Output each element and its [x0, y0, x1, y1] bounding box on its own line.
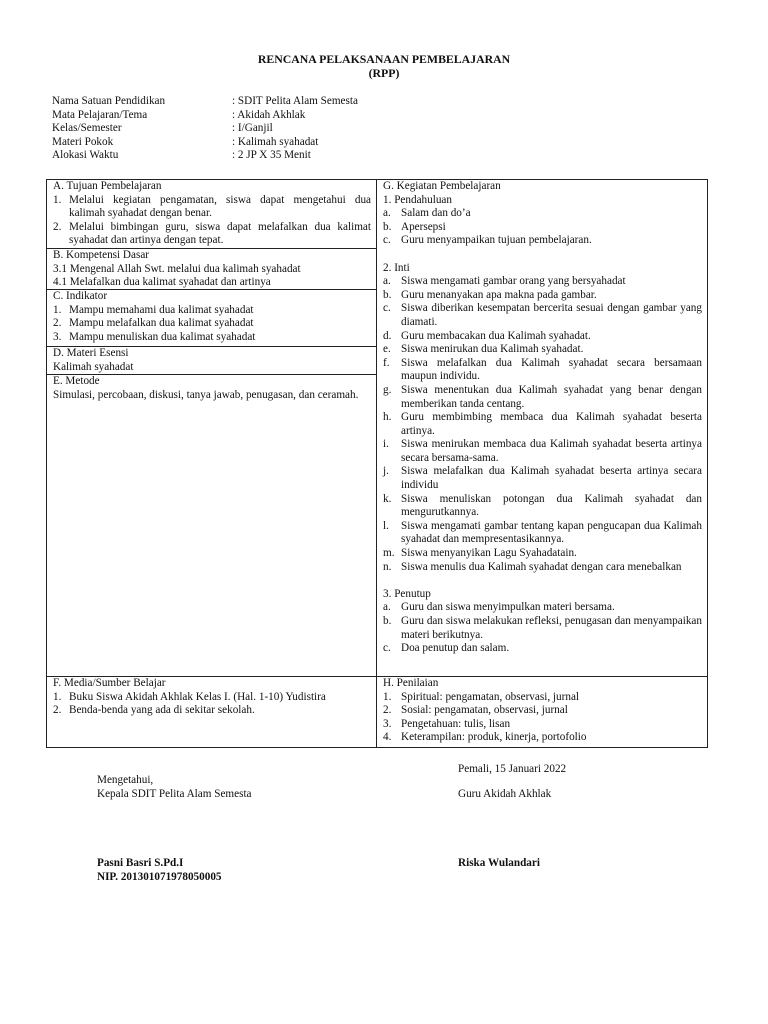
- list-item: [383, 601, 702, 615]
- item-marker: f.: [383, 356, 390, 369]
- item-text: Mampu menuliskan dua kalimat syahadat: [69, 330, 256, 343]
- item-text: Mampu melafalkan dua kalimat syahadat: [69, 317, 254, 330]
- item-text: Siswa melafalkan dua Kalimah syahadat secara bersamaan maupun individu.: [401, 356, 702, 383]
- item-marker: c.: [383, 642, 391, 655]
- identity-row: [52, 95, 358, 109]
- item-marker: m.: [383, 547, 395, 560]
- item-marker: b.: [383, 288, 392, 301]
- item-text: Guru membimbing membaca dua Kalimah syahadat beserta artinya.: [401, 411, 702, 437]
- signature-right-title: Guru Akidah Akhlak: [458, 788, 552, 800]
- item-marker: d.: [383, 329, 392, 342]
- list-item: [383, 561, 702, 575]
- item-text: Siswa mengamati gambar tentang kapan pengucapan dua Kalimah syahadat dan mempresentasikannya.: [401, 519, 702, 546]
- section-kompetensi-dasar: [47, 249, 377, 290]
- section-indikator: [47, 290, 377, 344]
- list-item: [383, 302, 702, 329]
- item-marker: j.: [383, 465, 389, 478]
- identity-label: Mata Pelajaran/Tema: [52, 108, 148, 121]
- list-item: [53, 221, 371, 248]
- item-text: Mampu memahami dua kalimat syahadat: [69, 303, 254, 316]
- item-marker: 2.: [53, 220, 62, 233]
- list-item: [383, 691, 702, 705]
- list-item: [53, 317, 371, 331]
- list-item: [383, 438, 702, 465]
- signature-left-caption: Mengetahui,: [97, 774, 154, 786]
- item-marker: 2.: [53, 704, 62, 717]
- list-item: [383, 343, 702, 357]
- item-text: Melalui kegiatan pengamatan, siswa dapat mengetahui dua kalimah syahadat dengan benar.: [69, 193, 371, 220]
- identity-value: : SDIT Pelita Alam Semesta: [232, 95, 358, 107]
- section-kegiatan: [377, 180, 708, 656]
- item-marker: 1.: [53, 193, 62, 206]
- identity-label: Alokasi Waktu: [52, 149, 119, 162]
- list-item: [383, 520, 702, 547]
- list-item: [53, 194, 371, 221]
- identity-label: Nama Satuan Pendidikan: [52, 95, 166, 107]
- item-marker: b.: [383, 220, 392, 233]
- identity-value: : I/Ganjil: [232, 122, 273, 135]
- item-text: Pengetahuan: tulis, lisan: [401, 717, 511, 730]
- list-item: [383, 547, 702, 561]
- subsection-title: 2. Inti: [383, 261, 410, 274]
- item-marker: a.: [383, 275, 391, 288]
- list-item: [383, 411, 702, 438]
- item-text: Guru membacakan dua Kalimah syahadat.: [401, 329, 591, 342]
- section-heading: C. Indikator: [53, 290, 108, 302]
- item-marker: 3.: [53, 330, 62, 343]
- item-marker: c.: [383, 234, 391, 247]
- list-item: [383, 704, 702, 718]
- item-marker: 1.: [53, 690, 62, 703]
- item-text: Siswa mengamati gambar orang yang bersyahadat: [401, 275, 626, 288]
- list-item: [383, 615, 702, 642]
- list-item: [53, 704, 371, 718]
- item-text: Guru dan siswa menyimpulkan materi bersama.: [401, 601, 615, 614]
- section-penilaian: [377, 677, 708, 745]
- item-marker: b.: [383, 615, 392, 627]
- section-heading: B. Kompetensi Dasar: [53, 249, 150, 261]
- identity-row: [52, 122, 358, 136]
- item-text: Siswa diberikan kesempatan bercerita sesuai dengan gambar yang diamati.: [401, 302, 702, 328]
- item-text: Siswa menirukan dua Kalimah syahadat.: [401, 343, 584, 356]
- item-text: Keterampilan: produk, kinerja, portofolio: [401, 731, 587, 744]
- document-title: RENCANA PELAKSANAAN PEMBELAJARAN: [257, 52, 511, 66]
- item-marker: e.: [383, 343, 391, 356]
- item-text: Siswa menentukan dua Kalimah syahadat yang benar dengan memberikan tanda centang.: [401, 383, 702, 410]
- list-item: [383, 289, 702, 303]
- item-marker: 2.: [383, 704, 392, 717]
- document-subtitle: (RPP): [368, 66, 400, 80]
- item-text: Siswa menuliskan potongan dua Kalimah syahadat dan mengurutkannya.: [401, 492, 702, 519]
- item-marker: 3.: [383, 717, 392, 730]
- item-text: Doa penutup dan salam.: [401, 642, 510, 655]
- identity-value: : Akidah Akhlak: [232, 108, 306, 121]
- section-heading: F. Media/Sumber Belajar: [53, 677, 166, 689]
- item-marker: c.: [383, 302, 391, 315]
- identity-block: [52, 95, 358, 163]
- section-materi-esensi: [47, 347, 377, 374]
- identity-value: : Kalimah syahadat: [232, 135, 319, 148]
- list-item: [383, 275, 702, 289]
- section-text: Kalimah syahadat: [53, 360, 134, 373]
- item-text: Siswa menirukan membaca dua Kalimah syahadat beserta artinya secara bersama-sama.: [401, 438, 702, 464]
- subsection-title: 3. Penutup: [383, 587, 431, 600]
- signature-left-nip: NIP. 201301071978050005: [97, 871, 222, 883]
- list-item: [53, 691, 371, 705]
- item-text: Guru menanyakan apa makna pada gambar.: [401, 288, 597, 301]
- list-item: [383, 465, 702, 492]
- list-item: [53, 331, 371, 345]
- item-text: Siswa melafalkan dua Kalimah syahadat beserta artinya secara individu: [401, 465, 702, 492]
- section-heading: D. Materi Esensi: [53, 347, 129, 359]
- item-marker: 2.: [53, 317, 62, 330]
- list-item: [383, 207, 702, 221]
- list-item: [383, 357, 702, 384]
- list-item: [383, 384, 702, 411]
- item-text: Spiritual: pengamatan, observasi, jurnal: [401, 690, 580, 703]
- item-text: Guru dan siswa melakukan refleksi, penugasan dan menyampaikan materi berikutnya.: [401, 615, 702, 641]
- list-item: [53, 304, 371, 318]
- item-text: Buku Siswa Akidah Akhlak Kelas I. (Hal. 1-10) Yudistira: [69, 690, 326, 703]
- place-date: Pemali, 15 Januari 2022: [458, 763, 567, 775]
- item-marker: 4.: [383, 731, 392, 744]
- list-item: [383, 718, 702, 732]
- list-item: 3.1 Mengenal Allah Swt. melalui dua kalimah syahadat: [53, 262, 301, 275]
- section-metode: [47, 375, 377, 402]
- section-media: [47, 677, 377, 718]
- identity-row: [52, 136, 358, 150]
- subsection-title: 1. Pendahuluan: [383, 193, 452, 206]
- item-marker: n.: [383, 560, 392, 573]
- item-text: Melalui bimbingan guru, siswa dapat melafalkan dua kalimat syahadat dan artinya dengan tepat.: [69, 220, 371, 247]
- item-marker: k.: [383, 492, 392, 505]
- signature-left-name: Pasni Basri S.Pd.I: [97, 857, 184, 869]
- identity-row: [52, 109, 358, 123]
- list-item: [383, 731, 702, 745]
- list-item: [383, 642, 702, 656]
- section-heading: A. Tujuan Pembelajaran: [53, 180, 162, 192]
- identity-row: [52, 149, 358, 163]
- item-text: Siswa menyanyikan Lagu Syahadatain.: [401, 547, 577, 560]
- identity-label: Kelas/Semester: [52, 122, 122, 135]
- section-text: Simulasi, percobaan, diskusi, tanya jawab, penugasan, dan ceramah.: [53, 388, 359, 401]
- signature-left-title: Kepala SDIT Pelita Alam Semesta: [97, 788, 252, 800]
- item-marker: 1.: [383, 690, 392, 703]
- section-tujuan: [47, 180, 377, 248]
- section-heading: E. Metode: [53, 375, 100, 387]
- section-heading: H. Penilaian: [383, 677, 439, 689]
- item-text: Siswa menulis dua Kalimah syahadat dengan cara menebalkan: [401, 560, 682, 573]
- item-marker: l.: [383, 519, 389, 532]
- item-text: Sosial: pengamatan, observasi, jurnal: [401, 704, 568, 717]
- item-marker: g.: [383, 383, 392, 396]
- item-text: Apersepsi: [401, 220, 446, 233]
- list-item: [383, 221, 702, 235]
- item-text: Salam dan do’a: [401, 207, 471, 220]
- list-item: [383, 493, 702, 520]
- list-item: [383, 234, 702, 248]
- item-text: Benda-benda yang ada di sekitar sekolah.: [69, 704, 255, 717]
- item-marker: i.: [383, 438, 389, 451]
- lesson-plan-table: [46, 179, 708, 748]
- item-marker: a.: [383, 601, 391, 614]
- item-marker: a.: [383, 207, 391, 220]
- list-item: 4.1 Melafalkan dua kalimat syahadat dan artinya: [53, 276, 271, 289]
- item-marker: 1.: [53, 303, 62, 316]
- identity-value: : 2 JP X 35 Menit: [232, 149, 311, 162]
- identity-label: Materi Pokok: [52, 135, 114, 148]
- section-heading: G. Kegiatan Pembelajaran: [383, 180, 501, 192]
- list-item: [383, 330, 702, 344]
- item-text: Guru menyampaikan tujuan pembelajaran.: [401, 234, 592, 247]
- item-marker: h.: [383, 411, 392, 424]
- signature-right-name: Riska Wulandari: [458, 857, 540, 869]
